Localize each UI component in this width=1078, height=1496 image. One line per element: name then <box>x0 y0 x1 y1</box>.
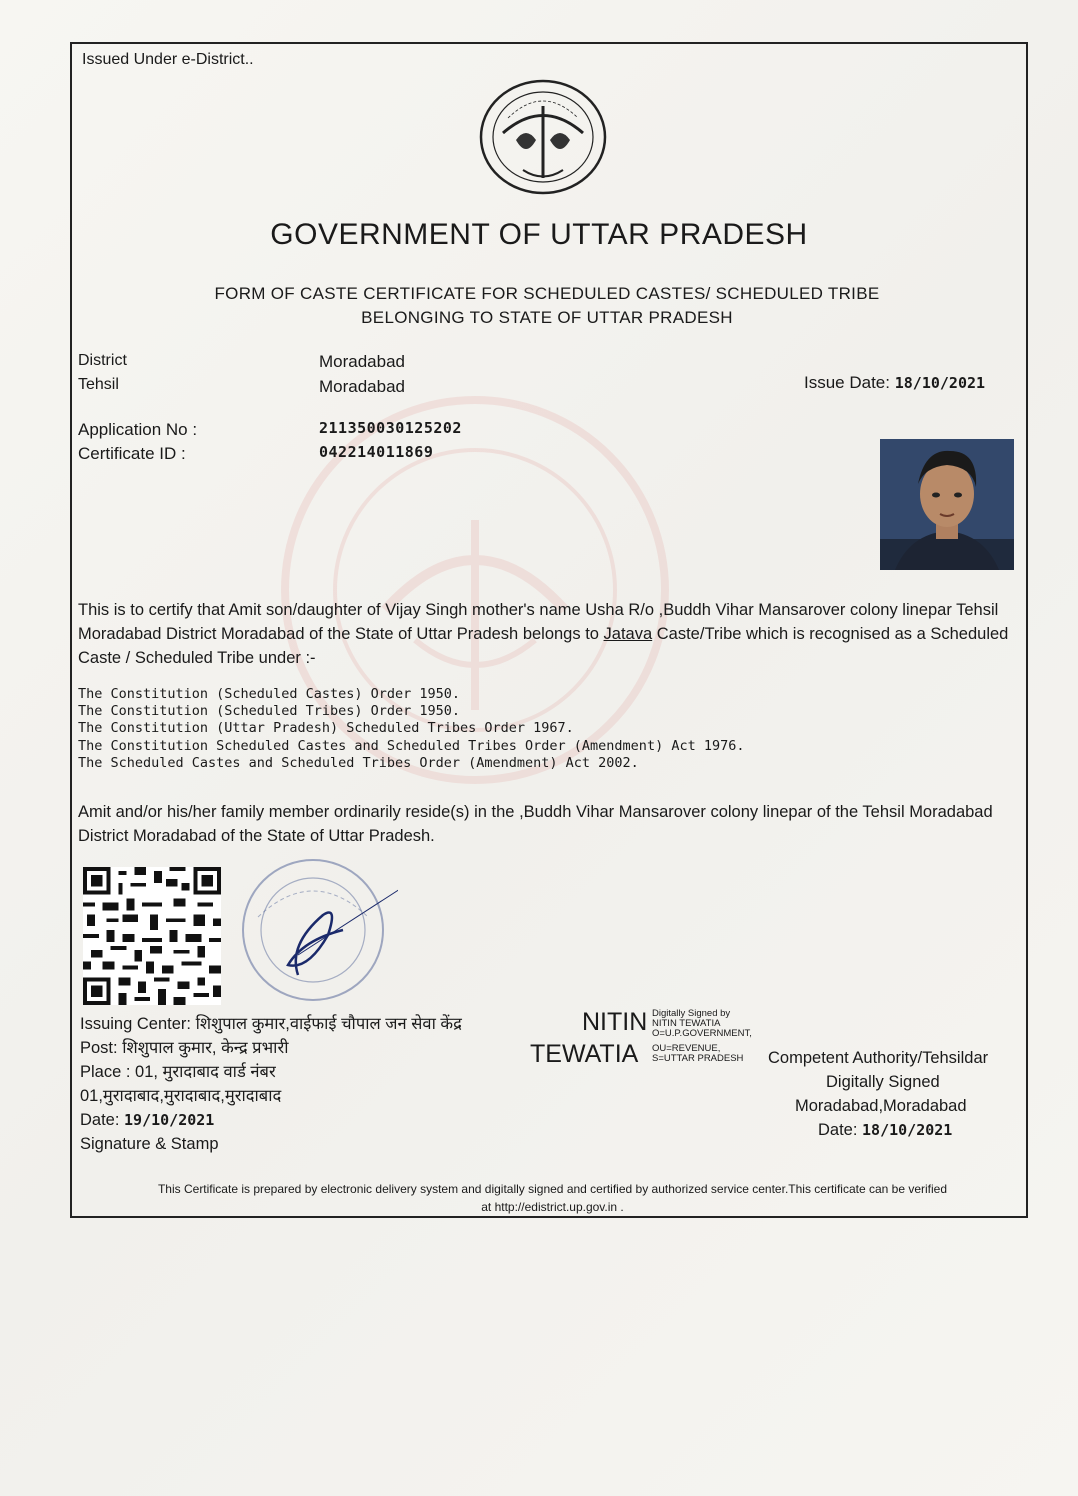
post-label: Post: <box>80 1039 118 1057</box>
order-item: The Constitution Scheduled Castes and Scheduled Tribes Order (Amendment) Act 1976. <box>78 737 745 754</box>
place-line-2: 01,मुरादाबाद,मुरादाबाद,मुरादाबाद <box>80 1087 282 1105</box>
state-line: S=UTTAR PRADESH <box>652 1053 744 1064</box>
issuing-center-block <box>80 1012 462 1156</box>
qr-code-icon <box>82 867 222 1005</box>
form-title-line1: FORM OF CASTE CERTIFICATE FOR SCHEDULED CASTES/ SCHEDULED TRIBE <box>214 284 880 303</box>
form-title <box>0 282 1078 330</box>
signer-name-line: NITIN TEWATIA <box>652 1018 721 1029</box>
certificate-id-value: 042214011869 <box>319 443 434 461</box>
application-value: 211350030125202 <box>319 419 462 437</box>
place-line-1: Place : 01, मुरादाबाद वार्ड नंबर <box>80 1063 276 1081</box>
signer-first-name: NITIN <box>582 1008 648 1036</box>
order-item: The Constitution (Scheduled Tribes) Order 1950. <box>78 703 461 720</box>
applicant-portrait-image <box>880 439 1014 570</box>
authority-date-label: Date: <box>818 1121 858 1139</box>
applicant-photo <box>880 439 1014 570</box>
caste-name: Jatava <box>603 625 653 643</box>
issuing-center-value: शिशुपाल कुमार,वाईफाई चौपाल जन सेवा केंद्र <box>195 1015 462 1033</box>
issue-date-label: Issue Date: <box>804 373 890 392</box>
order-item: The Scheduled Castes and Scheduled Tribes Order (Amendment) Act 2002. <box>78 754 639 771</box>
authority-place: Moradabad,Moradabad <box>795 1097 967 1115</box>
signer-last-name: TEWATIA <box>530 1040 639 1068</box>
footer-line-2: at http://edistrict.up.gov.in . <box>481 1200 624 1214</box>
signature-stamp-label: Signature & Stamp <box>80 1135 219 1153</box>
seal-stamp-icon <box>228 845 398 1015</box>
issuing-date <box>80 1108 462 1132</box>
post <box>80 1036 462 1060</box>
certify-text-start: This is to certify that Amit son/daughter of Vijay Singh mother's name Usha R/o ,Buddh Vihar Mansarover colony linepar Tehsil Moradabad District Moradabad of the State of Uttar Pradesh belongs to <box>78 601 999 643</box>
authority-signed: Digitally Signed <box>826 1073 940 1091</box>
tehsil-value: Moradabad <box>319 377 406 396</box>
authority-title: Competent Authority/Tehsildar <box>768 1049 989 1067</box>
form-title-line2: BELONGING TO STATE OF UTTAR PRADESH <box>361 308 733 327</box>
issuing-center <box>80 1012 462 1036</box>
signed-by-line: Digitally Signed by <box>652 1008 731 1019</box>
government-title: GOVERNMENT OF UTTAR PRADESH <box>270 218 808 251</box>
issue-date-value: 18/10/2021 <box>894 374 986 392</box>
uttar-pradesh-emblem-icon <box>478 78 608 196</box>
authority-date <box>818 1118 952 1142</box>
issuing-center-label: Issuing Center: <box>80 1015 191 1033</box>
residence-paragraph: Amit and/or his/her family member ordinarily reside(s) in the ,Buddh Vihar Mansarover colony linepar of the Tehsil Moradabad District Moradabad of the State of Uttar Pradesh. <box>78 803 993 845</box>
org-unit-line: OU=REVENUE, <box>652 1043 721 1054</box>
organisation-line: O=U.P.GOVERNMENT, <box>652 1028 752 1039</box>
certificate-id-label: Certificate ID : <box>78 444 186 463</box>
verification-footer <box>80 1180 1025 1216</box>
issuing-date-label: Date: <box>80 1111 120 1129</box>
orders-list <box>78 686 744 772</box>
signature-details-bottom <box>652 1044 743 1064</box>
issuing-date-value: 19/10/2021 <box>124 1111 215 1129</box>
signature-details-top <box>652 1009 752 1039</box>
footer-line-1: This Certificate is prepared by electronic delivery system and digitally signed and certified by authorized service center.This certificate can be verified <box>157 1182 948 1196</box>
application-label: Application No : <box>78 420 198 439</box>
district-value: Moradabad <box>319 352 406 371</box>
certify-text-end: Caste/Tribe which is recognised as a Scheduled Caste / Scheduled Tribe under :- <box>78 625 1009 667</box>
authority-date-value: 18/10/2021 <box>862 1121 953 1139</box>
order-item: The Constitution (Scheduled Castes) Order 1950. <box>78 686 461 702</box>
order-item: The Constitution (Uttar Pradesh) Scheduled Tribes Order 1967. <box>78 720 574 737</box>
post-value: शिशुपाल कुमार, केन्द्र प्रभारी <box>122 1039 289 1057</box>
issued-under-label: Issued Under e-District.. <box>82 51 254 68</box>
tehsil-label: Tehsil <box>78 376 119 393</box>
issue-date <box>804 373 985 393</box>
certification-paragraph <box>78 598 1018 670</box>
district-label: District <box>78 352 127 369</box>
